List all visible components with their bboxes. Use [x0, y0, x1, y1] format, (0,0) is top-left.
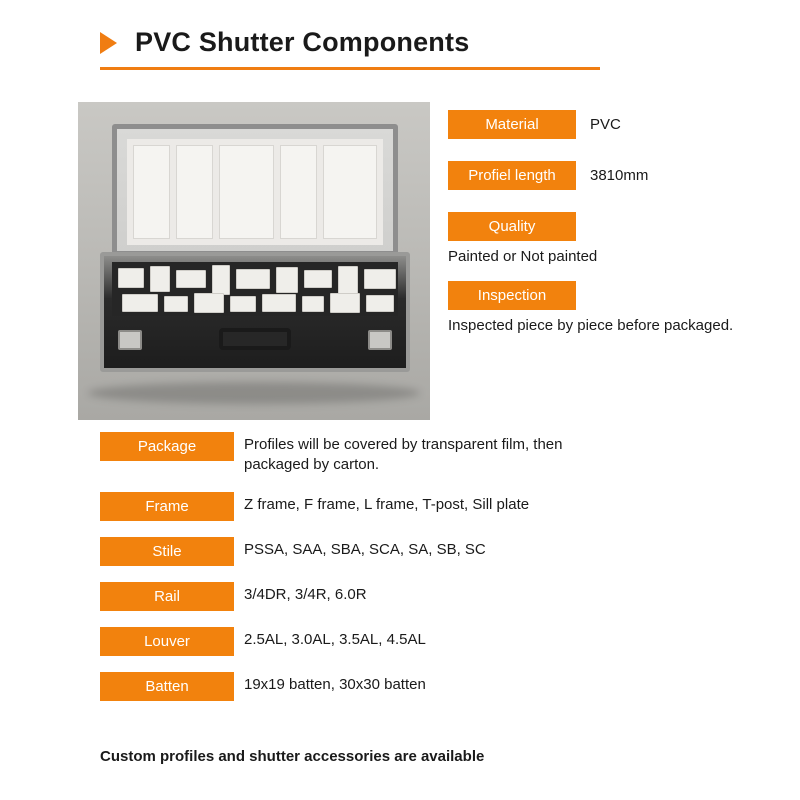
lid-panel [323, 145, 378, 239]
component-label-package: Package [100, 432, 234, 461]
component-label-rail: Rail [100, 582, 234, 611]
component-value-rail: 3/4DR, 3/4R, 6.0R [244, 585, 367, 603]
component-value-package: Profiles will be covered by transparent film, then packaged by carton. [244, 436, 563, 474]
case-lid-panels [127, 139, 383, 245]
profile-sample [122, 294, 158, 312]
page-title: PVC Shutter Components [135, 27, 470, 57]
spec-value-quality: Painted or Not painted [448, 248, 598, 265]
list-item [100, 582, 740, 611]
case-body [100, 252, 410, 372]
spec-row [448, 161, 778, 190]
case-handle [219, 328, 291, 350]
spec-label-inspection: Inspection [448, 281, 576, 310]
profile-sample [194, 293, 224, 313]
profile-sample [176, 270, 206, 288]
case-latch-right [368, 330, 392, 350]
specification-list [448, 110, 778, 351]
list-item [100, 492, 740, 521]
component-value-batten: 19x19 batten, 30x30 batten [244, 675, 426, 693]
profile-sample [230, 296, 256, 312]
profile-sample [236, 269, 270, 289]
profile-sample [164, 296, 188, 312]
lid-panel [280, 145, 317, 239]
spec-row [448, 212, 778, 241]
lid-panel [176, 145, 213, 239]
component-label-batten: Batten [100, 672, 234, 701]
component-value-frame: Z frame, F frame, L frame, T-post, Sill plate [244, 495, 530, 513]
component-label-stile: Stile [100, 537, 234, 566]
profile-sample [364, 269, 396, 289]
profile-sample [118, 268, 144, 288]
spec-label-material: Material [448, 110, 576, 139]
spec-value-material: PVC [590, 116, 621, 133]
profile-sample [262, 294, 296, 312]
spec-row [448, 281, 778, 310]
list-item [100, 537, 740, 566]
spec-value-inspection: Inspected piece by piece before packaged. [448, 317, 734, 335]
profile-sample [304, 270, 332, 288]
profile-sample [150, 266, 170, 292]
component-value-louver: 2.5AL, 3.0AL, 3.5AL, 4.5AL [244, 630, 426, 648]
list-item [100, 672, 740, 701]
list-item [100, 432, 740, 476]
case-latch-left [118, 330, 142, 350]
page-header [100, 18, 600, 70]
profile-sample [302, 296, 324, 312]
profile-sample [338, 266, 358, 294]
profile-sample [276, 267, 298, 293]
spec-label-quality: Quality [448, 212, 576, 241]
photo-shadow [88, 382, 420, 404]
component-label-louver: Louver [100, 627, 234, 656]
component-value-stile: PSSA, SAA, SBA, SCA, SA, SB, SC [244, 540, 486, 558]
product-photo [78, 102, 430, 420]
list-item [100, 627, 740, 656]
profile-sample [366, 295, 394, 312]
spec-row [448, 110, 778, 139]
footer-note: Custom profiles and shutter accessories are available [100, 748, 485, 765]
profile-sample [330, 293, 360, 313]
spec-value-profile-length: 3810mm [590, 167, 649, 184]
sample-tray [112, 262, 398, 316]
lid-panel [133, 145, 170, 239]
lid-panel [219, 145, 274, 239]
profile-sample [212, 265, 230, 295]
case-lid [112, 124, 398, 256]
triangle-right-icon [100, 32, 117, 54]
spec-label-profile-length: Profiel length [448, 161, 576, 190]
component-list [100, 432, 740, 717]
component-label-frame: Frame [100, 492, 234, 521]
